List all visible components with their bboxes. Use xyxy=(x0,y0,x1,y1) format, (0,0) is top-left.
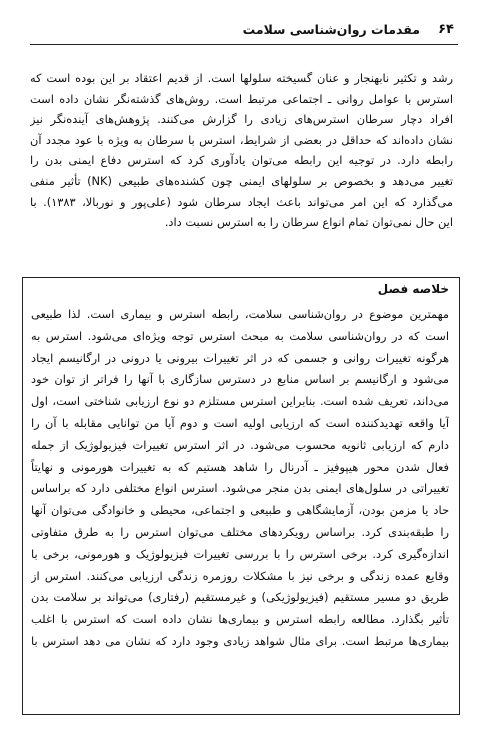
text-line: نشان داده‌اند که حداقل در بعضی از شرایط، استرس با سرطان به ویژه با عود مجدد آن xyxy=(30,132,453,147)
page-number: ۶۴ xyxy=(438,22,454,37)
summary-line: دارم که ارزیابی ثانویه محسوب می‌شود. در اثر استرس تغییرات فیزیولوژیک از جمله xyxy=(31,437,449,452)
summary-line: را طبقه‌بندی کرد. براساس رویکردهای مختلف می‌توان استرس را به طرق متفاوتی xyxy=(31,524,449,539)
text-line: تغییر می‌دهد و بخصوص بر سلولهای ایمنی چون کشنده‌های طبیعی (NK) تأثیر منفی xyxy=(30,173,453,188)
text-line: افراد دچار سرطان استرس‌های زیادی را گزارش می‌کنند. پژوهش‌های آینده‌نگر نیز xyxy=(30,112,453,127)
summary-line: حاد یا مزمن بودن، آزمایشگاهی و طبیعی و اجتماعی، محیطی و خانوادگی می‌توان آنها xyxy=(31,503,449,518)
summary-line: اندازه‌گیری کرد. برخی استرس را با بررسی تغییرات فیزیولوژیک و هورمونی، برخی با xyxy=(31,546,449,561)
summary-line: بیماری‌ها مرتبط است. برای مثال شواهد زیادی وجود دارد که نشان می دهد استرس با xyxy=(31,633,449,648)
summary-line: می‌داند، تعریف شده است. بنابراین استرس مستلزم دو نوع ارزیابی شناختی است، اول xyxy=(31,394,449,409)
summary-line: فعال شدن محور هیپوفیز ـ آدرنال را شاهد هستیم که به تغییرات هورمونی و نهایتاً xyxy=(31,459,449,474)
summary-line: تأثیر بگذارد. مطالعه رابطه استرس و بیماری‌ها نشان داده است که استرس با اغلب xyxy=(31,612,449,627)
summary-line: می‌شود و ارگانیسم بر اساس منابع در دسترس سازگاری با آنها را فراتر از توان خود xyxy=(31,372,449,387)
text-line: می‌گذارد که این امر می‌تواند باعث ایجاد سرطان شود (علی‌پور و نوربالا، ۱۳۸۳). با xyxy=(30,194,453,209)
summary-line: مهمترین موضوع در روان‌شناسی سلامت، رابطه استرس و بیماری است. لذا طبیعی xyxy=(31,307,449,321)
text-line: استرس با عوامل روانی ـ اجتماعی مرتبط است. روش‌های گذشته‌نگر نشان داده است xyxy=(30,91,453,106)
summary-line: وقایع عمده زندگی و برخی نیز با مشکلات روزمره زندگی ارزیابی می‌کنند. استرس از xyxy=(31,568,449,583)
body-paragraph xyxy=(30,68,453,233)
summary-line: طریق دو مسیر مستقیم (فیزیولوژیکی) و غیرمستقیم (رفتاری) می‌تواند بر سلامت بدن xyxy=(31,590,449,605)
header-rule xyxy=(30,44,458,45)
summary-line: تغییراتی در سلول‌های ایمنی بدن منجر می‌شود. استرس انواع مختلفی دارد که براساس xyxy=(31,481,449,496)
text-line: رابطه دارد. در توجیه این رابطه می‌توان یادآوری کرد که استرس دفاع ایمنی بدن را xyxy=(30,153,453,168)
page-header xyxy=(30,22,454,42)
summary-paragraph xyxy=(31,304,449,653)
running-title: مقدمات روان‌شناسی سلامت xyxy=(242,22,420,37)
chapter-summary-box xyxy=(22,277,460,715)
text-line: رشد و تکثیر نابهنجار و عنان گسیخته سلولها است. از قدیم اعتقاد بر این بوده است که xyxy=(30,71,453,85)
summary-line: است که در روان‌شناسی سلامت به مبحث استرس توجه ویژه‌ای می‌شود. استرس به xyxy=(31,328,449,343)
summary-line: آیا واقعه تهدیدکننده است که ارزیابی اولیه است و دوم آیا من توانایی مقابله با آن را xyxy=(31,415,449,430)
summary-title: خلاصه فصل xyxy=(377,282,449,296)
summary-line: هرگونه تغییرات روانی و جسمی که در اثر تغییرات بیرونی یا درونی در ارگانیسم ایجاد xyxy=(31,350,449,365)
text-line: این حال نمی‌توان تمام انواع سرطان را به استرس نسبت داد. xyxy=(164,215,453,230)
